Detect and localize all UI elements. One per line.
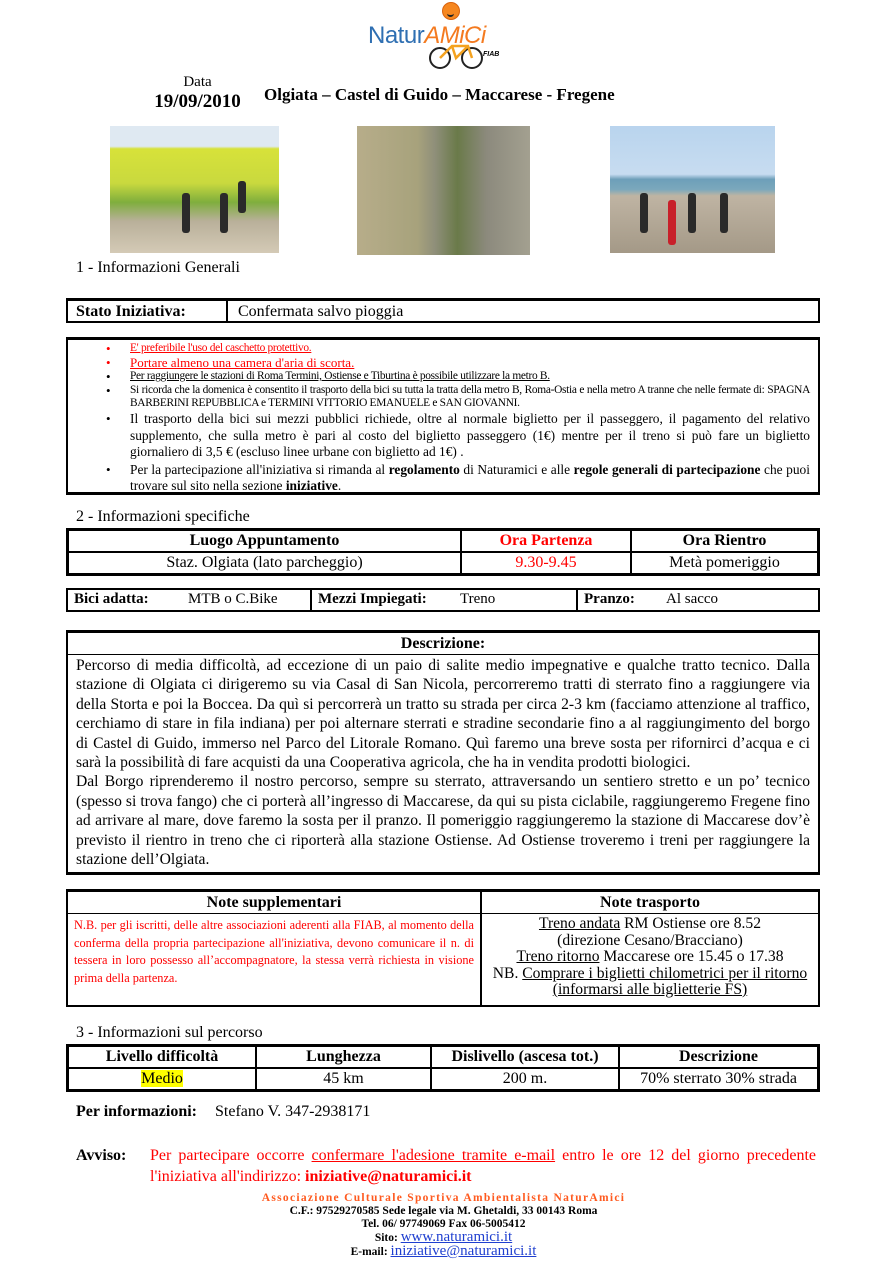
notes-table bbox=[66, 889, 820, 1007]
avviso-block: Avviso: Per partecipare occorre confermare l'adesione tramite e-mail entro le ore 12 del giorno precedente l'iniziativa all'indirizzo: iniziative@naturamici.it bbox=[76, 1147, 817, 1185]
ora-rientro-value: Metà pomeriggio bbox=[631, 552, 818, 574]
mezzi-value: Treno bbox=[454, 590, 578, 610]
date-block bbox=[150, 74, 245, 113]
logistics-row bbox=[66, 588, 820, 612]
note-helmet: • E' preferibile l'uso del caschetto protettivo. bbox=[130, 342, 810, 355]
avviso-label: Avviso: bbox=[76, 1147, 127, 1164]
table-row bbox=[68, 552, 818, 574]
logo-natur: Natur bbox=[368, 22, 425, 49]
section-2-label: 2 - Informazioni specifiche bbox=[76, 508, 250, 525]
descrizione-title: Descrizione: bbox=[68, 633, 818, 655]
note-trasporto bbox=[482, 892, 818, 1005]
stato-value: Confermata salvo pioggia bbox=[238, 303, 404, 320]
table-row bbox=[68, 1068, 818, 1090]
header-luogo: Luogo Appuntamento bbox=[68, 530, 461, 552]
date-label: Data bbox=[183, 74, 212, 90]
general-notes-box bbox=[66, 337, 820, 495]
info-value: Stefano V. 347-2938171 bbox=[215, 1103, 371, 1120]
bicycle-icon bbox=[428, 40, 484, 70]
bici-value: MTB o C.Bike bbox=[182, 590, 312, 610]
note-supplementari-text: N.B. per gli iscritti, delle altre associazioni aderenti alla FIAB, al momento della conferma della propria partecipazione all'iniziativa, devono comunicare il n. di tessera in loro possesso all’accompagnatore, la stessa verrà richiesta in visione prima della partenza. bbox=[74, 918, 474, 985]
note-sunday-transport: • Si ricorda che la domenica è consentito il trasporto della bici su tutta la tratta della metro B, Roma-Ostia e nella metro A tranne che nelle fermate di: SPAGNA BARBERINI REPUBBLICA e TERMINI VITTORIO EMANUELE e SAN GIOVANNI. bbox=[130, 384, 810, 410]
descrizione-value: 70% sterrato 30% strada bbox=[619, 1068, 818, 1090]
footer-org-name: Associazione Culturale Sportiva Ambientalista NaturAmici bbox=[261, 1192, 626, 1204]
nb-label: NB. bbox=[492, 964, 523, 982]
descrizione-box bbox=[66, 630, 820, 875]
smiley-sun-icon bbox=[442, 2, 460, 20]
email-link[interactable]: iniziative@naturamici.it bbox=[390, 1243, 537, 1259]
iniziative-section-text: iniziative bbox=[285, 478, 338, 493]
header-ora-partenza: Ora Partenza bbox=[461, 530, 631, 552]
stato-label: Stato Iniziativa: bbox=[68, 301, 228, 321]
note-supplementari-title: Note supplementari bbox=[68, 892, 480, 914]
note-bike-ticket: • Il trasporto della bici sui mezzi pubblici richiede, oltre al normale biglietto per il passeggero, il pagamento del relativo supplemento, che sulla metro è pari al costo del biglietto passeggero (1€) mentre per il treno si può fare un biglietto giornaliero di 3,5 € (escluso linee urbane con biglietto ad 1€) . bbox=[130, 411, 810, 461]
regole-generali-text: regole generali di partecipazione bbox=[573, 461, 761, 477]
note-trasporto-title: Note trasporto bbox=[482, 892, 818, 914]
regolamento-link: regolamento bbox=[388, 461, 460, 477]
treno-andata-label: Treno andata bbox=[538, 915, 621, 932]
header-difficolta: Livello difficoltà bbox=[68, 1046, 256, 1068]
treno-andata-direction: (direzione Cesano/Bracciano) bbox=[557, 931, 743, 949]
logo-amici: AMiCi bbox=[424, 22, 486, 49]
pranzo-label: Pranzo: bbox=[584, 591, 635, 607]
contact-info bbox=[76, 1103, 370, 1121]
appointment-table bbox=[66, 528, 820, 576]
table-header-row bbox=[68, 1046, 818, 1068]
note-supplementari bbox=[68, 892, 482, 1005]
date-value: 19/09/2010 bbox=[154, 91, 241, 112]
photo-beach bbox=[610, 126, 775, 253]
avviso-email[interactable]: iniziative@naturamici.it bbox=[305, 1168, 472, 1185]
ora-partenza-value: 9.30-9.45 bbox=[461, 552, 631, 574]
naturamici-logo bbox=[368, 2, 518, 72]
luogo-value: Staz. Olgiata (lato parcheggio) bbox=[68, 552, 461, 574]
note-spare-tube: • Portare almeno una camera d'aria di scorta. bbox=[130, 356, 810, 369]
mezzi-label: Mezzi Impiegati: bbox=[318, 591, 427, 607]
footer: Associazione Culturale Sportiva Ambientalista NaturAmici C.F.: 97529270585 Sede legale via M. Ghetaldi, 33 00143 Roma Tel. 06/ 97749069 Fax 06-5005412 Sito: www.naturamici.it E-mail: iniziative@naturamici.it bbox=[0, 1192, 887, 1259]
treno-ritorno-text: Maccarese ore 15.45 o 17.38 bbox=[599, 948, 784, 965]
difficolta-value: Medio bbox=[141, 1070, 183, 1087]
footer-legal: C.F.: 97529270585 Sede legale via M. Ghetaldi, 33 00143 Roma bbox=[289, 1205, 598, 1217]
descrizione-paragraph-1: Percorso di media difficoltà, ad eccezione di un paio di salite medio impegnative e qualche tratto tecnico. Dalla stazione di Olgiata ci dirigeremo su via Casal di San Nicola, percorreremo tratti di sterrato fino a raggiungere via della Storta e poi la Boccea. Da quì si percorrerà un tratto su strada per circa 2-3 km (facciamo attenzione al traffico, cerchiamo di stare in fila indiana) per poi alternare sterrati e stradine secondarie fino a al raggiungimento del borgo di Castel di Guido, immerso nel Parco del Litorale Romano. Quì faremo una breve sosta per rifornirci d’acqua e ci sarà la possibilità di fare acquisti da una Cooperativa agricola, che ha in vendita prodotti biologici. bbox=[76, 657, 810, 772]
section-3-label: 3 - Informazioni sul percorso bbox=[76, 1024, 263, 1041]
header-dislivello: Dislivello (ascesa tot.) bbox=[431, 1046, 619, 1068]
stato-iniziativa-row bbox=[66, 298, 820, 323]
photo-reed-path bbox=[357, 126, 530, 255]
header-descrizione: Descrizione bbox=[619, 1046, 818, 1068]
photo-cyclists-field bbox=[110, 126, 279, 253]
header-lunghezza: Lunghezza bbox=[256, 1046, 431, 1068]
table-header-row bbox=[68, 530, 818, 552]
route-title: Olgiata – Castel di Guido – Maccarese - Fregene bbox=[264, 85, 615, 104]
header-ora-rientro: Ora Rientro bbox=[631, 530, 818, 552]
conferma-email-text: confermare l'adesione tramite e-mail bbox=[311, 1147, 556, 1164]
note-regolamento: • Per la partecipazione all'iniziativa si rimanda al regolamento di Naturamici e alle regole generali di partecipazione che puoi trovare sul sito nella sezione iniziative. bbox=[130, 462, 810, 495]
treno-andata-text: RM Ostiense ore 8.52 bbox=[620, 915, 762, 932]
footer-phone: Tel. 06/ 97749069 Fax 06-5005412 bbox=[361, 1218, 526, 1230]
descrizione-paragraph-2: Dal Borgo riprenderemo il nostro percorso, sempre su sterrato, attraversando un sentiero stretto e un po’ tecnico (spesso si trova fango) che ci porterà all’ingresso di Maccarese, da qui su pista ciclabile, raggiungeremo Fregene fino ad arrivare al mare, dove faremo la sosta per il pranzo. Il pomeriggio raggiungeremo la stazione di Maccarese dov’è previsto il rientro in treno che ci riporterà alla stazione Ostiense. Ad Ostiense troveremo i treni per raggiungere la stazione dell’Olgiata. bbox=[76, 773, 810, 869]
treno-ritorno-label: Treno ritorno bbox=[516, 948, 600, 965]
dislivello-value: 200 m. bbox=[431, 1068, 619, 1090]
nb-text: Comprare i biglietti chilometrici per il ritorno (informarsi alle biglietterie FS) bbox=[522, 964, 808, 998]
bici-label: Bici adatta: bbox=[74, 591, 149, 607]
website-link[interactable]: www.naturamici.it bbox=[400, 1229, 513, 1245]
section-1-label: 1 - Informazioni Generali bbox=[76, 259, 240, 276]
pranzo-value: Al sacco bbox=[666, 591, 719, 607]
info-label: Per informazioni: bbox=[76, 1103, 198, 1120]
note-metro-b: • Per raggiungere le stazioni di Roma Termini, Ostiense e Tiburtina è possibile utilizzare la metro B. bbox=[130, 370, 810, 383]
general-notes-list bbox=[68, 342, 818, 495]
percorso-table bbox=[66, 1044, 820, 1092]
logo-fiab: FIAB bbox=[483, 51, 500, 58]
lunghezza-value: 45 km bbox=[256, 1068, 431, 1090]
